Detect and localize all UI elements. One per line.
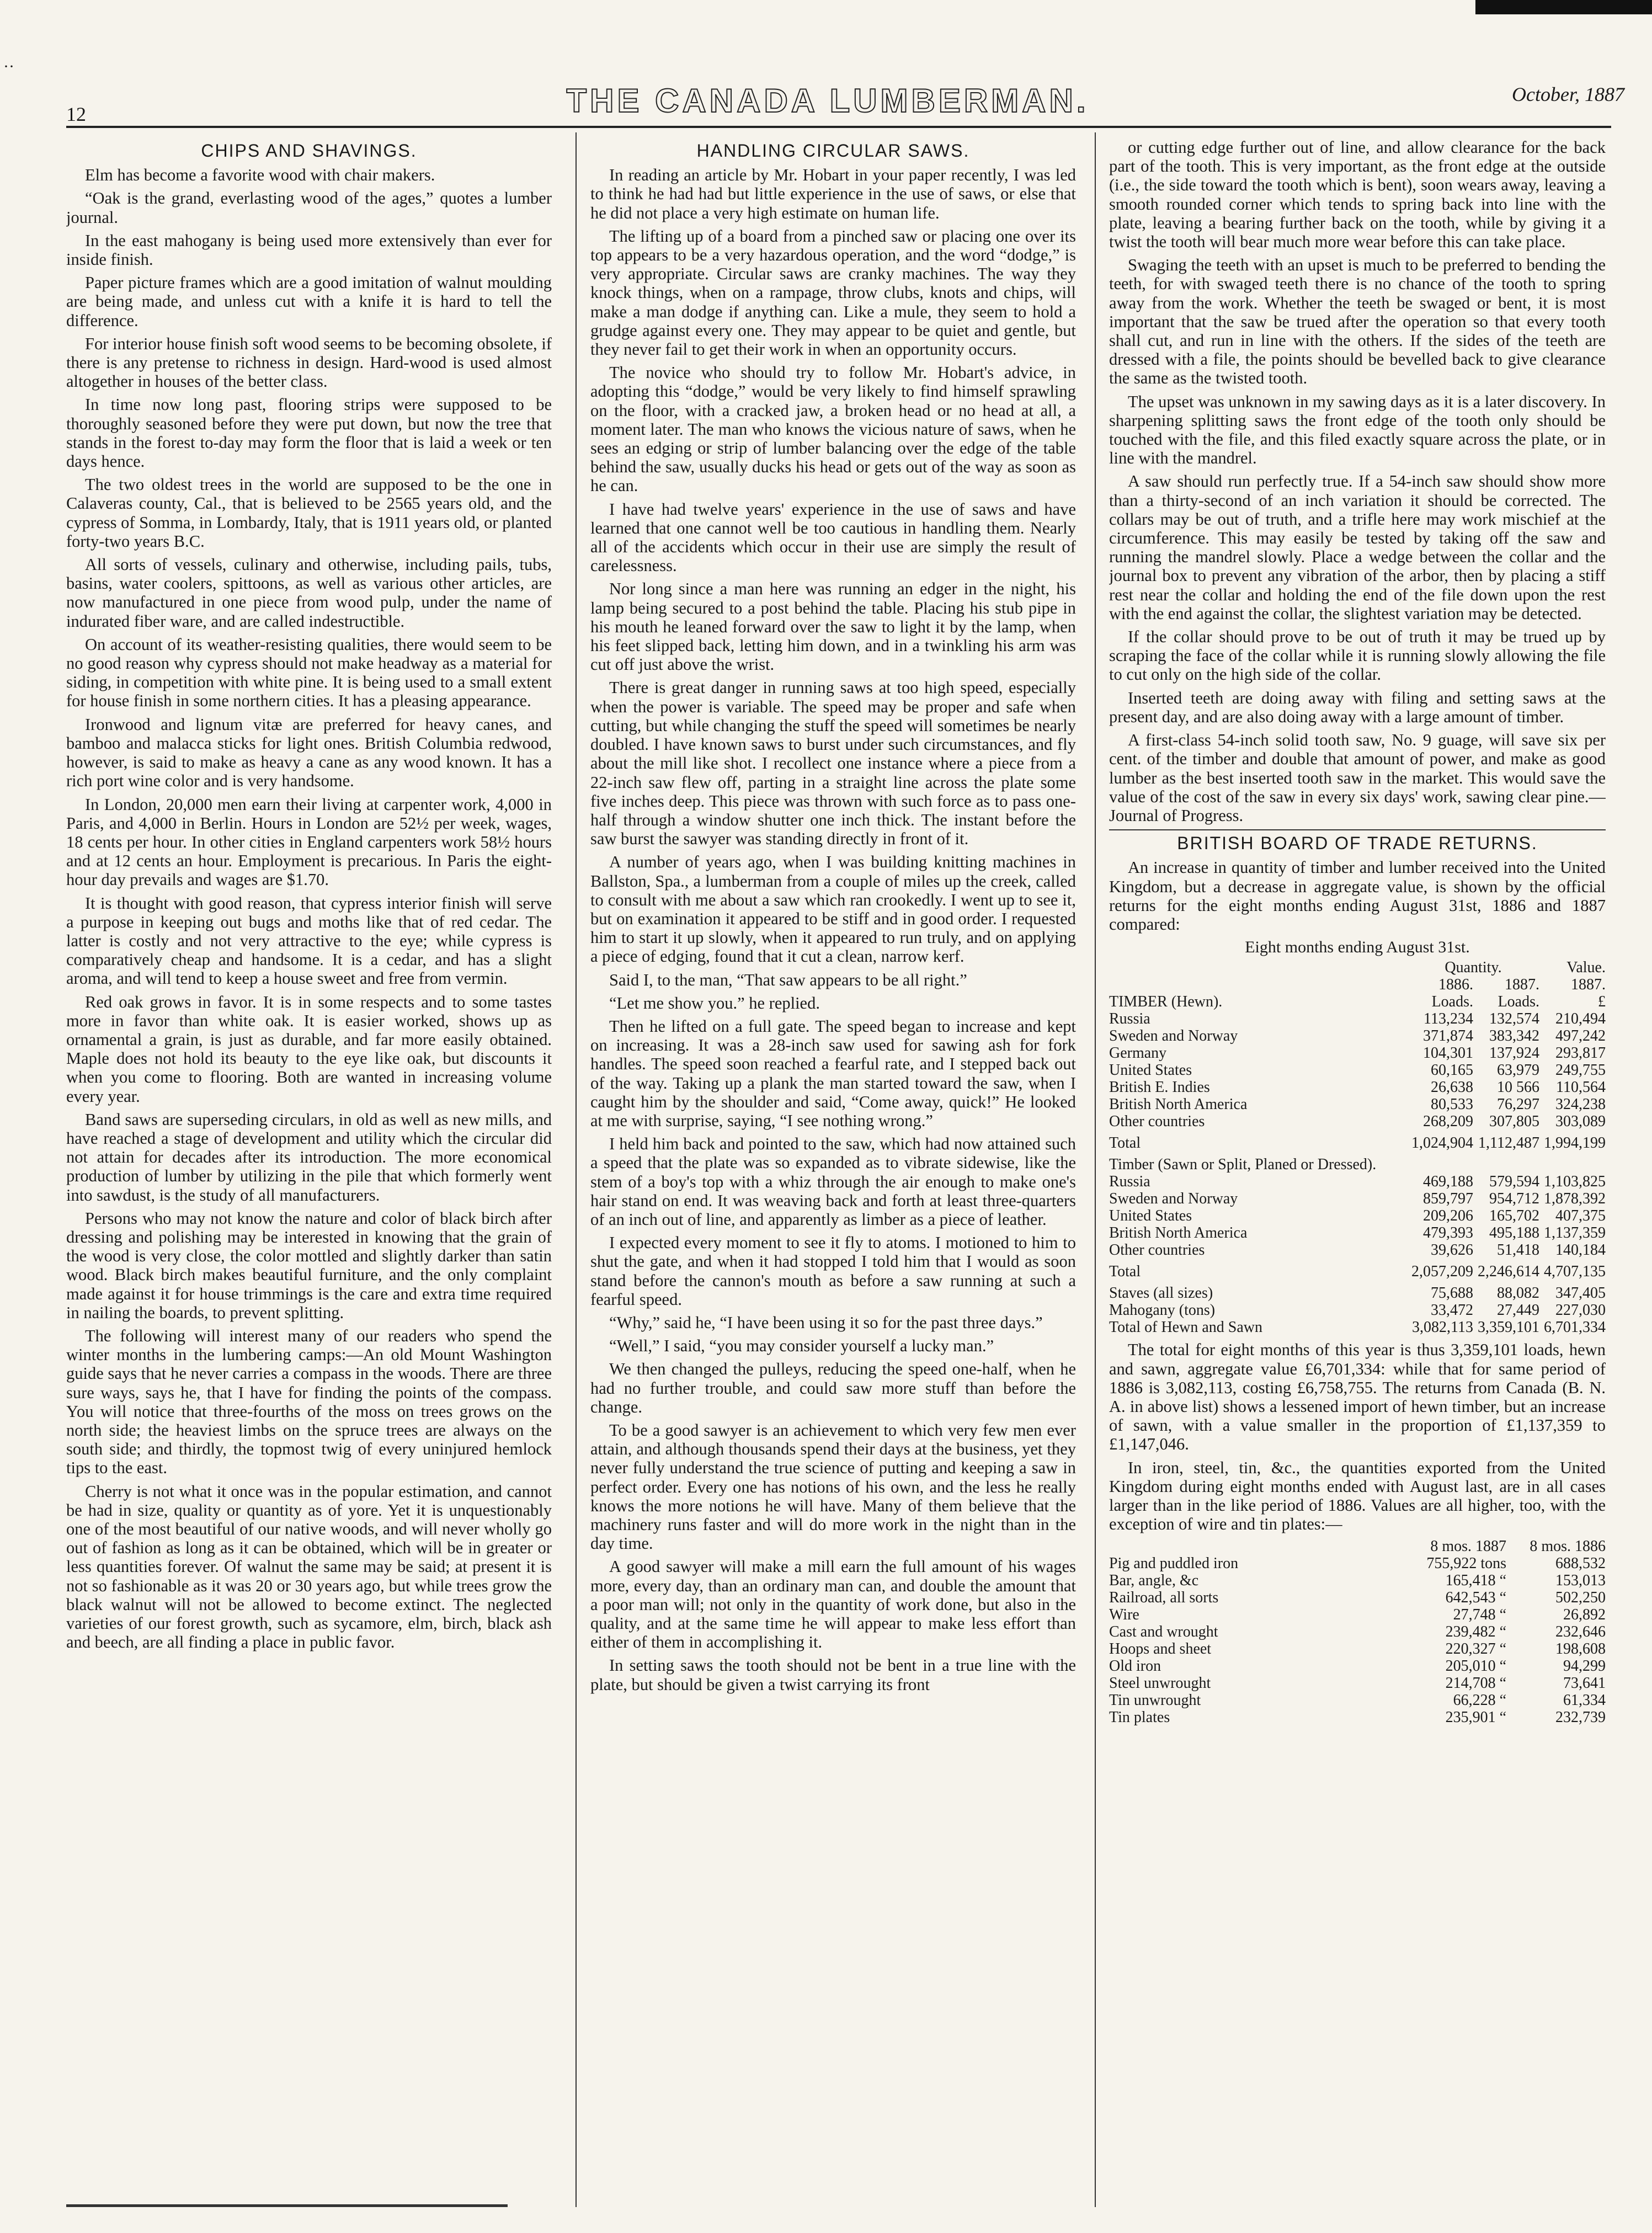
paragraph: Band saws are superseding circulars, in old as well as new mills, and have reached a stage of development and utility which the circular did not attain for decades after its introduction. The more economical production of lumber by utilizing in the pile that which formerly went into sawdust, is the study of all manufacturers.	[66, 1110, 552, 1205]
row-value: 324,238	[1555, 1096, 1606, 1113]
row-value: 232,646	[1555, 1623, 1606, 1641]
section-divider	[1109, 829, 1606, 830]
table-row	[1109, 1319, 1606, 1336]
row-value: 859,797	[1423, 1190, 1473, 1208]
row-value: 502,250	[1555, 1589, 1606, 1607]
row-value: 63,979	[1497, 1062, 1539, 1079]
paragraph: The following will interest many of our readers who spend the winter months in the lumbering camps:—An old Mount Washington guide says that he never carries a compass in the woods. There are three sure ways, says he, that I have for finding the points of the compass. You will notice that three-fourths of the moss on trees grows on the north side; the heaviest limbs on the spruce trees are always on the south side; and thirdly, the topmost twig of every uninjured hemlock tips to the east.	[66, 1326, 552, 1478]
row-value: 39,626	[1431, 1241, 1473, 1259]
head-value: Value.	[1566, 959, 1606, 977]
table-row	[1109, 1302, 1606, 1319]
paragraph: Paper picture frames which are a good imitation of walnut moulding are being made, and unless cut with a knife it is hard to tell the difference.	[66, 273, 552, 330]
row-value: 104,301	[1423, 1044, 1473, 1062]
row-value: 26,638	[1431, 1079, 1473, 1096]
row-value: 479,393	[1423, 1224, 1473, 1242]
row-label: Steel unwrought	[1109, 1675, 1211, 1692]
row-value: 642,543 “	[1445, 1589, 1506, 1607]
paragraph: All sorts of vessels, culinary and otherwise, including pails, tubs, basins, water coolers, spittoons, as well as various other articles, are now manufactured in one piece from wood pulp, under the name of indurated fiber ware, and are called indestructible.	[66, 555, 552, 631]
iron-rows	[1109, 1555, 1606, 1726]
paragraph: “Let me show you.” he replied.	[609, 993, 820, 1012]
paragraph: The lifting up of a board from a pinched saw or placing one over its top appears to be a very hazardous operation, and the word “dodge,” is very appropriate. Circular saws are cranky machines. The way they knock things, when on a rampage, throw clubs, knots and chips, will make a man dodge if anything can. Like a mule, they seem to hold a grudge against every one. They may appear to be quiet and gentle, but they never fail to get their work in when an opportunity occurs.	[590, 226, 1076, 359]
row-value: 383,342	[1489, 1027, 1539, 1045]
paragraph: On account of its weather-resisting qualities, there would seem to be no good reason why cypress should not make headway as a material for siding, in competition with white pine. It is being used to a small extent for house finish in some northern cities. It has a pleasing appearance.	[66, 635, 552, 711]
article-title-saws: HANDLING CIRCULAR SAWS.	[696, 141, 970, 161]
table-head-row	[1109, 959, 1606, 976]
paragraph: “Well,” I said, “you may consider yourself a lucky man.”	[609, 1336, 994, 1356]
paragraph: For interior house finish soft wood seems to be becoming obsolete, if there is any pretense to richness in design. Hard-wood is used almost altogether in houses of the better class.	[66, 334, 552, 391]
hewn-label-row	[1109, 993, 1606, 1010]
row-value: 239,482 “	[1445, 1623, 1506, 1641]
row-label: United States	[1109, 1207, 1192, 1225]
row-label: Total of Hewn and Sawn	[1109, 1319, 1262, 1336]
row-value: 307,805	[1489, 1113, 1539, 1131]
timber-returns-table	[1109, 959, 1606, 1336]
head-quantity: Quantity.	[1445, 959, 1502, 977]
hewn-total-value: 1,994,199	[1544, 1134, 1606, 1152]
row-label: Cast and wrought	[1109, 1623, 1218, 1641]
table-row	[1109, 1555, 1606, 1572]
row-value: 94,299	[1563, 1658, 1606, 1675]
row-label: Staves (all sizes)	[1109, 1285, 1213, 1302]
paragraph: or cutting edge further out of line, and allow clearance for the back part of the tooth. This is very important, as the front edge at the outside (i.e., the side toward the tooth which is bent), soon wears away, leaving a smooth rounded corner which tends to spring back into line with the plate, leaving a bearing further back on the tooth, while by giving it a twist the tooth will bear much more wear before this can take place.	[1109, 138, 1606, 252]
row-label: Hoops and sheet	[1109, 1640, 1212, 1658]
article-title-trade: BRITISH BOARD OF TRADE RETURNS.	[1177, 833, 1538, 854]
paragraph: There is great danger in running saws at too high speed, especially when the power is variable. The speed may be proper and safe when cutting, but while changing the stuff the speed will sometimes be nearly doubled. I have known saws to burst under such circumstances, and fly about the mill like shot. I recollect one instance where a piece from a 22-inch saw flew off, parting in a straight line across the plate some five inches deep. This piece was thrown with such force as to pass one-half through a window shutter one inch thick. The instant before the saw burst the sawyer was standing directly in front of it.	[590, 678, 1076, 849]
hewn-total-row	[1109, 1130, 1606, 1156]
paragraph: A first-class 54-inch solid tooth saw, No. 9 guage, will save six per cent. of the timber and double that amount of power, and make as good lumber as the best inserted tooth saw in the market. This would save the value of the cost of the saw in every six days' work, sawing clear pine.—Journal of Progress.	[1109, 731, 1606, 825]
paragraph: Cherry is not what it once was in the popular estimation, and cannot be had in size, quality or quantity as of yore. Yet it is unquestionably one of the most beautiful of our native woods, and will never wholly go out of fashion as long as it can be obtained, which will be in greater or less quantities forever. Of walnut the same may be said; at present it is not so fashionable as it was 20 or 30 years ago, but while trees grow the black walnut will not be allowed to become extinct. The neglected varieties of our forest growth, such as sycamore, elm, birch, black ash and beech, are all finding a place in public favor.	[66, 1481, 552, 1652]
table-row	[1109, 1079, 1606, 1096]
paragraph: In setting saws the tooth should not be bent in a true line with the plate, but should be given a twist carrying its front	[590, 1656, 1076, 1694]
head-year-1887-value: 1887.	[1571, 976, 1606, 994]
row-value: 6,701,334	[1544, 1319, 1606, 1336]
column-handling-circular-saws	[590, 138, 1076, 2196]
row-value: 165,418 “	[1445, 1572, 1506, 1590]
header-rule	[66, 126, 1611, 128]
row-value: 140,184	[1555, 1241, 1606, 1259]
row-value: 3,359,101	[1478, 1319, 1539, 1336]
unit-pound: £	[1598, 993, 1606, 1011]
table-row	[1109, 1207, 1606, 1224]
top-edge-bar	[1475, 0, 1652, 14]
row-value: 73,641	[1563, 1675, 1606, 1692]
table-row	[1109, 1572, 1606, 1589]
row-label: British North America	[1109, 1224, 1248, 1242]
hewn-total-label: Total	[1109, 1134, 1141, 1152]
paragraph: A saw should run perfectly true. If a 54-inch saw should show more than a thirty-second of an inch variation it should be corrected. The collars may be out of truth, and a trifle here may work mischief at the circumference. This may easily be tested by taking off the saw and running the mandrel slowly. Place a wedge between the collar and the journal box to prevent any vibration of the arbor, then by placing a stiff rest near the collar and holding the end of the file down upon the rest with the end against the collar, the slightest variation may be detected.	[1109, 472, 1606, 623]
row-label: Pig and puddled iron	[1109, 1555, 1239, 1573]
iron-head-1886: 8 mos. 1886	[1530, 1538, 1606, 1555]
masthead: THE CANADA LUMBERMAN.	[566, 82, 1089, 119]
saws-paragraphs	[590, 166, 1076, 1694]
table-row	[1109, 1062, 1606, 1079]
paragraph: We then changed the pulleys, reducing the speed one-half, when he had no further trouble, and could saw more stuff than before the change.	[590, 1360, 1076, 1416]
row-label: Russia	[1109, 1010, 1150, 1028]
column-rule-2	[1095, 132, 1096, 2207]
row-value: 1,137,359	[1544, 1224, 1606, 1242]
issue-date: October, 1887	[1512, 83, 1624, 105]
paragraph: I expected every moment to see it fly to atoms. I motioned to him to shut the gate, and when it had stopped I told him that I would as soon stand before the cannon's mouth as before a saw running at such a fearful speed.	[590, 1233, 1076, 1309]
row-value: 88,082	[1497, 1285, 1539, 1302]
hewn-total-1886: 1,024,904	[1411, 1134, 1473, 1152]
paragraph: “Oak is the grand, everlasting wood of the ages,” quotes a lumber journal.	[66, 189, 552, 227]
row-value: 76,297	[1497, 1096, 1539, 1113]
row-value: 66,228 “	[1453, 1692, 1506, 1709]
sawn-rows	[1109, 1173, 1606, 1259]
margin-speck: ··	[3, 57, 14, 76]
table-row	[1109, 1675, 1606, 1692]
hewn-label: TIMBER (Hewn).	[1109, 993, 1223, 1011]
table-caption: Eight months ending August 31st.	[1245, 938, 1470, 957]
paragraph: Ironwood and lignum vitæ are preferred for heavy canes, and bamboo and malacca sticks for light ones. British Columbia redwood, however, is said to make as heavy a cane as any wood known. It has a rich port wine color and is very handsome.	[66, 715, 552, 791]
row-value: 153,013	[1555, 1572, 1606, 1590]
table-row	[1109, 1096, 1606, 1113]
sawn-total-1887: 2,246,614	[1478, 1263, 1539, 1281]
saws-continued-paragraphs	[1109, 138, 1606, 825]
sawn-label-row	[1109, 1156, 1606, 1173]
paragraph: In time now long past, flooring strips were supposed to be thoroughly seasoned before they were put down, but now the tree that stands in the forest to-day may form the floor that is laid a week or ten days hence.	[66, 395, 552, 471]
chips-paragraphs	[66, 166, 552, 1651]
paragraph: Said I, to the man, “That saw appears to be all right.”	[609, 970, 967, 989]
paragraph: Elm has become a favorite wood with chair makers.	[85, 166, 435, 185]
row-value: 214,708 “	[1445, 1675, 1506, 1692]
paragraph: Inserted teeth are doing away with filing and setting saws at the present day, and are also doing away with a large amount of timber.	[1109, 688, 1606, 726]
row-label: Sweden and Norway	[1109, 1190, 1238, 1208]
paragraph: In the east mahogany is being used more extensively than ever for inside finish.	[66, 231, 552, 269]
row-label: Russia	[1109, 1173, 1150, 1191]
hewn-total-1887: 1,112,487	[1478, 1134, 1539, 1152]
row-value: 210,494	[1555, 1010, 1606, 1028]
row-value: 303,089	[1555, 1113, 1606, 1131]
unit-loads-1887: Loads.	[1498, 993, 1539, 1011]
paragraph: Persons who may not know the nature and color of black birch after dressing and polishing may be interested in knowing that the grain of the wood is very close, the color mottled and slightly darker than satin wood. Black birch makes beautiful furniture, and the only complaint made against it for house trimmings is the care and extra time required in nailing the boards, to prevent splitting.	[66, 1208, 552, 1322]
row-value: 497,242	[1555, 1027, 1606, 1045]
paragraph: It is thought with good reason, that cypress interior finish will serve a purpose in keeping out bugs and moths like that of red cedar. The latter is costly and not very attractive to the eye; while cypress is comparatively cheap and handsome. It is a cedar, and has a slight aroma, and will tend to keep a house sweet and free from vermin.	[66, 893, 552, 988]
row-label: Other countries	[1109, 1113, 1205, 1131]
row-value: 110,564	[1556, 1079, 1606, 1096]
row-value: 51,418	[1497, 1241, 1539, 1259]
row-value: 60,165	[1431, 1062, 1473, 1079]
row-value: 10 566	[1497, 1079, 1539, 1096]
table-row	[1109, 1589, 1606, 1606]
sawn-total-label: Total	[1109, 1263, 1141, 1281]
row-label: Old iron	[1109, 1658, 1161, 1675]
row-value: 954,712	[1489, 1190, 1539, 1208]
paragraph: In London, 20,000 men earn their living at carpenter work, 4,000 in Paris, and 4,000 in Berlin. Hours in London are 52½ per week, wages, 18 cents per hour. In other cities in England carpenters work 58½ hours and at 12 cents an hour. Employment is precarious. In Paris the eight-hour day prevails and wages are $1.70.	[66, 795, 552, 889]
row-value: 27,449	[1497, 1302, 1539, 1319]
paragraph: A good sawyer will make a mill earn the full amount of his wages more, every day, than an ordinary man can, and double the amount that a poor man will; not only in the quantity of work done, but also in the quality, and at the same time he will appear to make less effort than either of them in accomplishing it.	[590, 1557, 1076, 1652]
row-value: 249,755	[1555, 1062, 1606, 1079]
head-year-1886: 1886.	[1438, 976, 1473, 994]
row-label: Tin unwrought	[1109, 1692, 1201, 1709]
table-row	[1109, 1173, 1606, 1190]
article-title-chips: CHIPS AND SHAVINGS.	[201, 141, 417, 161]
table-row	[1109, 1113, 1606, 1130]
row-value: 1,103,825	[1544, 1173, 1606, 1191]
table-row	[1109, 1190, 1606, 1207]
row-value: 407,375	[1555, 1207, 1606, 1225]
paragraph: A number of years ago, when I was building knitting machines in Ballston, Spa., a lumberman from a couple of miles up the creek, called to consult with me about a saw which ran crookedly. I went up to see it, but on examination it appeared to be stiff and in good order. I requested him to start it up slowly, when it appeared to run truly, and on applying a piece of edging, found that it cut a clean, narrow kerf.	[590, 852, 1076, 966]
table-row	[1109, 1241, 1606, 1259]
row-label: Tin plates	[1109, 1709, 1170, 1726]
unit-loads-1886: Loads.	[1431, 993, 1473, 1011]
row-value: 1,878,392	[1544, 1190, 1606, 1208]
row-value: 33,472	[1431, 1302, 1473, 1319]
row-value: 347,405	[1555, 1285, 1606, 1302]
table-row	[1109, 1606, 1606, 1623]
row-value: 232,739	[1555, 1709, 1606, 1726]
paragraph: The upset was unknown in my sawing days as it is a later discovery. In sharpening splitting saws the front edge of the tooth only should be touched with the file, and this filed exactly square across the plate, or in line with the mandrel.	[1109, 392, 1606, 468]
row-value: 755,922 tons	[1426, 1555, 1506, 1573]
misc-rows	[1109, 1285, 1606, 1336]
row-value: 688,532	[1555, 1555, 1606, 1573]
sawn-label: Timber (Sawn or Split, Planed or Dressed).	[1109, 1156, 1377, 1174]
row-value: 205,010 “	[1445, 1658, 1506, 1675]
table-row	[1109, 1285, 1606, 1302]
column-rule-1	[575, 132, 577, 2207]
row-value: 113,234	[1424, 1010, 1473, 1028]
row-value: 3,082,113	[1412, 1319, 1473, 1336]
table-row	[1109, 1224, 1606, 1241]
row-label: Germany	[1109, 1044, 1167, 1062]
row-value: 26,892	[1563, 1606, 1606, 1624]
hewn-rows	[1109, 1010, 1606, 1130]
row-value: 235,901 “	[1445, 1709, 1506, 1726]
paragraph: To be a good sawyer is an achievement to which very few men ever attain, and although thousands spend their days at the business, yet they never fully understand the true science of putting and keeping a saw in perfect order. Every one has notions of his own, and the less he really knows the more notions he will have. Many of them believe that the machinery runs faster and will do more work in the night than in the day time.	[590, 1421, 1076, 1553]
paragraph: The two oldest trees in the world are supposed to be the one in Calaveras county, Cal., that is believed to be 2565 years old, and the cypress of Somma, in Lombardy, Italy, that is 1911 years old, or planted forty-two years B.C.	[66, 475, 552, 551]
trade-intro: An increase in quantity of timber and lumber received into the United Kingdom, but a decrease in aggregate value, is shown by the official returns for the eight months ending August 31st, 1886 and 1887 compared:	[1109, 858, 1606, 934]
row-value: 579,594	[1489, 1173, 1539, 1191]
column-continued-and-trade	[1109, 138, 1606, 2196]
table-row	[1109, 1658, 1606, 1675]
row-value: 220,327 “	[1445, 1640, 1506, 1658]
row-value: 27,748 “	[1453, 1606, 1506, 1624]
table-row	[1109, 1027, 1606, 1044]
row-label: Other countries	[1109, 1241, 1205, 1259]
row-label: Mahogany (tons)	[1109, 1302, 1216, 1319]
row-value: 268,209	[1423, 1113, 1473, 1131]
row-value: 293,817	[1555, 1044, 1606, 1062]
row-value: 80,533	[1431, 1096, 1473, 1113]
sawn-total-row	[1109, 1259, 1606, 1285]
iron-head-row	[1109, 1538, 1606, 1555]
row-label: Wire	[1109, 1606, 1139, 1624]
paragraph: Red oak grows in favor. It is in some respects and to some tastes more in favor than white oak. It is easier worked, shows up as ornamental a grain, is just as durable, and far more easily obtained. Maple does not hold its beauty to the eye like oak, but discounts it when you come to flooring. Both are wanted in increasing volume every year.	[66, 992, 552, 1106]
table-row	[1109, 1623, 1606, 1640]
footer-rule	[66, 2204, 508, 2207]
row-value: 209,206	[1423, 1207, 1473, 1225]
sawn-total-1886: 2,057,209	[1411, 1263, 1473, 1281]
paragraph: Swaging the teeth with an upset is much to be preferred to bending the teeth, for with swaged teeth there is no chance of the tooth to spring away from the work. Whether the teeth be swaged or bent, it is most important that the saw be trued after the operation so that every tooth shall cut, and run in line with the others. If the sides of the teeth are dressed with a file, the points should be bevelled back to give clearance the same as the twisted tooth.	[1109, 255, 1606, 388]
row-label: Railroad, all sorts	[1109, 1589, 1219, 1607]
row-value: 75,688	[1431, 1285, 1473, 1302]
table-row	[1109, 1044, 1606, 1062]
row-label: Bar, angle, &c	[1109, 1572, 1199, 1590]
table-row	[1109, 1640, 1606, 1658]
paragraph: I have had twelve years' experience in the use of saws and have learned that one cannot well be too cautious in handling them. Nearly all of the accidents which occur in their use are simply the result of carelessness.	[590, 499, 1076, 575]
paragraph: “Why,” said he, “I have been using it so for the past three days.”	[609, 1313, 1043, 1332]
row-label: Sweden and Norway	[1109, 1027, 1238, 1045]
table-row	[1109, 1010, 1606, 1027]
row-value: 495,188	[1489, 1224, 1539, 1242]
paragraph: If the collar should prove to be out of truth it may be trued up by scraping the face of the collar while it is running slowly allowing the file to cut only on the high side of the collar.	[1109, 627, 1606, 684]
iron-exports-table	[1109, 1538, 1606, 1726]
row-value: 227,030	[1555, 1302, 1606, 1319]
row-value: 61,334	[1563, 1692, 1606, 1709]
head-year-1887: 1887.	[1505, 976, 1539, 994]
row-value: 132,574	[1489, 1010, 1539, 1028]
row-value: 371,874	[1423, 1027, 1473, 1045]
iron-head-1887: 8 mos. 1887	[1430, 1538, 1506, 1555]
paragraph: In iron, steel, tin, &c., the quantities exported from the United Kingdom during eight months ended with August last, are in all cases larger than in the like period of 1886. Values are all higher, too, with the exception of wire and tin plates:—	[1109, 1458, 1606, 1534]
paragraph: Nor long since a man here was running an edger in the night, his lamp being secured to a post behind the table. Placing his stub pipe in his mouth he leaned forward over the saw to light it by the lamp, when his feet slipped back, letting him down, and in a twinkling his arm was cut off just above the wrist.	[590, 579, 1076, 674]
page-number: 12	[66, 103, 86, 125]
row-label: British E. Indies	[1109, 1079, 1210, 1096]
row-value: 165,702	[1489, 1207, 1539, 1225]
table-row	[1109, 1692, 1606, 1709]
row-label: United States	[1109, 1062, 1192, 1079]
row-value: 469,188	[1423, 1173, 1473, 1191]
row-value: 137,924	[1489, 1044, 1539, 1062]
paragraph: Then he lifted on a full gate. The speed began to increase and kept on increasing. It was a 28-inch saw used for sawing ash for fork handles. The speed soon reached a fearful rate, and I stepped back out of the way. Taking up a plank the man started toward the saw, when I caught him by the shoulder and said, “Come away, quick!” He looked at me with surprise, saying, “I see nothing wrong.”	[590, 1016, 1076, 1130]
trade-after-paragraphs	[1109, 1340, 1606, 1533]
paragraph: The total for eight months of this year is thus 3,359,101 loads, hewn and sawn, aggregate value £6,701,334: while that for same period of 1886 is 3,082,113, costing £6,758,755. The returns from Canada (B. N. A. in above list) shows a lessened import of hewn timber, but an increase of sawn, with a value smaller in the proportion of £1,137,359 to £1,147,046.	[1109, 1340, 1606, 1454]
table-year-row	[1109, 976, 1606, 993]
column-chips-and-shavings	[66, 138, 552, 2196]
paragraph: I held him back and pointed to the saw, which had now attained such a speed that the plate was so expanded as to vibrate sidewise, like the stem of a boy's top with a whiz through the air enough to make one's hair stand on end. It was weaving back and forth at least three-quarters of an inch out of line, and apparently as limber as a piece of leather.	[590, 1134, 1076, 1229]
row-value: 198,608	[1555, 1640, 1606, 1658]
sawn-total-value: 4,707,135	[1544, 1263, 1606, 1281]
table-row	[1109, 1709, 1606, 1726]
paragraph: In reading an article by Mr. Hobart in your paper recently, I was led to think he had had but little experience in the use of saws, or else that he did not place a very high estimate on human life.	[590, 166, 1076, 222]
paragraph: The novice who should try to follow Mr. Hobart's advice, in adopting this “dodge,” would be very likely to find himself sprawling on the floor, with a cracked jaw, a broken head or no head at all, a moment later. The man who knows the vicious nature of saws, when he sees an edging or strip of lumber balancing over the edge of the table behind the saw, usually ducks his head or gets out of the way as soon as he can.	[590, 363, 1076, 495]
row-label: British North America	[1109, 1096, 1248, 1113]
